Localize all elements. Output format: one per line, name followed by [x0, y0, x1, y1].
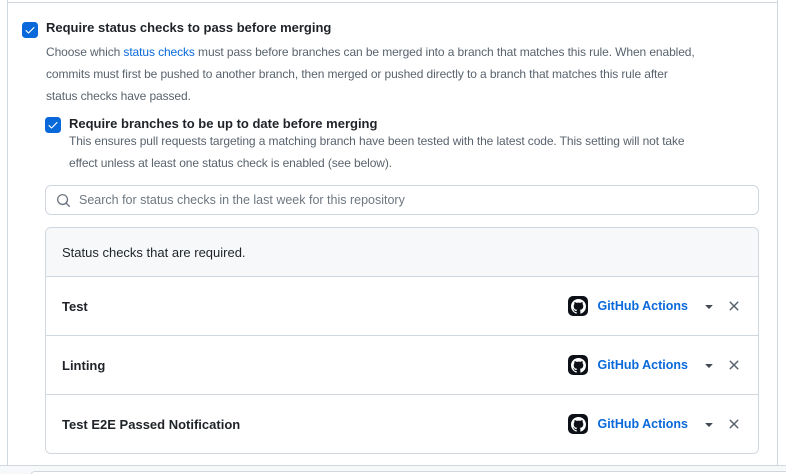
require-status-checks-label[interactable]: Require status checks to pass before merging: [46, 20, 332, 35]
require-up-to-date-description: [69, 130, 684, 174]
chevron-down-icon[interactable]: [701, 298, 717, 314]
status-check-row: [46, 395, 758, 453]
require-up-to-date-checkbox[interactable]: [45, 117, 61, 133]
remove-status-check-button[interactable]: [726, 298, 742, 314]
chevron-down-icon[interactable]: [701, 357, 717, 373]
required-status-checks-panel: [45, 227, 759, 454]
close-icon: [726, 416, 742, 432]
card-right-border: [777, 0, 778, 465]
status-check-name: Test E2E Passed Notification: [62, 416, 241, 432]
status-checks-link[interactable]: status checks: [123, 45, 195, 59]
github-actions-link[interactable]: GitHub Actions: [597, 358, 688, 372]
github-actions-link[interactable]: GitHub Actions: [597, 299, 688, 313]
remove-status-check-button[interactable]: [726, 416, 742, 432]
remove-status-check-button[interactable]: [726, 357, 742, 373]
github-actions-icon: [568, 296, 588, 316]
section-top-divider: [8, 2, 777, 3]
github-actions-icon: [568, 414, 588, 434]
status-check-controls: [568, 296, 742, 316]
description-line: status checks have passed.: [46, 89, 191, 103]
status-check-name: Linting: [62, 357, 106, 373]
checkmark-icon: [24, 24, 36, 36]
status-check-row: [46, 277, 758, 336]
require-status-checks-description: [46, 41, 695, 107]
require-status-checks-checkbox[interactable]: [22, 22, 38, 38]
description-text: Choose which: [46, 45, 124, 59]
github-actions-icon: [568, 355, 588, 375]
status-check-controls: [568, 355, 742, 375]
status-check-controls: [568, 414, 742, 434]
close-icon: [726, 298, 742, 314]
status-check-row: [46, 336, 758, 395]
description-line: This ensures pull requests targeting a matching branch have been tested with the latest code. This setting will not take: [69, 134, 685, 148]
close-icon: [726, 357, 742, 373]
description-line: commits must first be pushed to another branch, then merged or pushed directly to a branch that matches this rule after: [46, 67, 668, 81]
description-line: [46, 41, 695, 63]
checkmark-icon: [47, 119, 59, 131]
github-actions-link[interactable]: GitHub Actions: [597, 417, 688, 431]
status-check-name: Test: [62, 298, 88, 314]
panel-header: Status checks that are required.: [46, 228, 758, 277]
description-text: must pass before branches can be merged into a branch that matches this rule. When enabled,: [194, 45, 695, 59]
status-checks-search-box: [45, 185, 759, 215]
description-line: effect unless at least one status check is enabled (see below).: [69, 156, 393, 170]
status-checks-search-input[interactable]: [79, 193, 748, 207]
chevron-down-icon[interactable]: [701, 416, 717, 432]
card-left-border: [7, 0, 8, 465]
search-icon: [56, 193, 71, 208]
require-up-to-date-label[interactable]: Require branches to be up to date before merging: [69, 116, 378, 131]
